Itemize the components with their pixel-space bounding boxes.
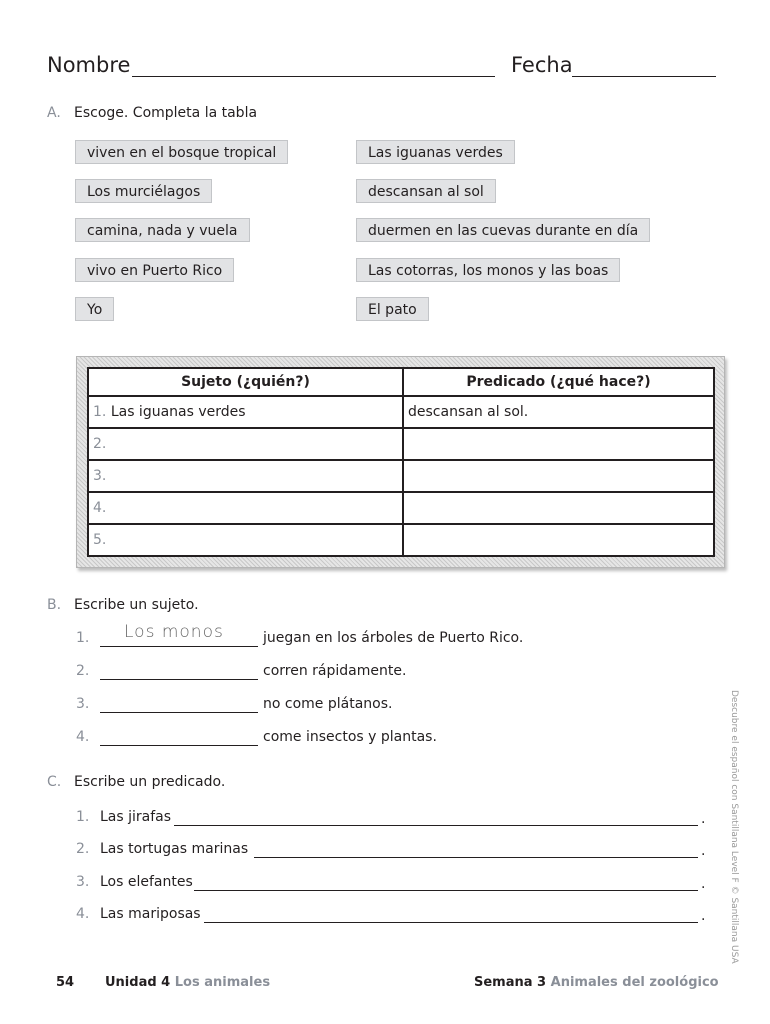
sentence-subject: Las mariposas <box>100 906 201 922</box>
subject-blank[interactable] <box>100 646 258 647</box>
section-c-instruction: Escribe un predicado. <box>74 774 226 790</box>
subject-text: Las iguanas verdes <box>110 404 246 420</box>
col-subject-header: Sujeto (¿quién?) <box>88 368 403 396</box>
table-row <box>88 428 714 460</box>
subject-cell[interactable] <box>88 396 403 428</box>
predicate-cell[interactable] <box>403 460 714 492</box>
side-credit: Descubre el español con Santillana Level F © Santillana USA <box>729 690 739 964</box>
table-row <box>88 460 714 492</box>
date-field[interactable] <box>572 76 716 77</box>
word-chip[interactable]: El pato <box>356 297 429 321</box>
word-chip[interactable]: Las cotorras, los monos y las boas <box>356 258 620 282</box>
sentence-text: juegan en los árboles de Puerto Rico. <box>263 630 524 646</box>
page-number: 54 <box>56 975 75 990</box>
section-c-letter: C. <box>47 774 62 790</box>
sentence-subject: Las tortugas marinas <box>100 841 249 857</box>
subject-blank[interactable] <box>100 712 258 713</box>
predicate-blank[interactable] <box>174 825 698 826</box>
table-row <box>88 492 714 524</box>
row-number: 5. <box>93 532 107 548</box>
item-number: 2. <box>76 841 90 857</box>
predicate-cell[interactable] <box>403 524 714 556</box>
period-mark: . <box>701 908 706 924</box>
section-b-instruction: Escribe un sujeto. <box>74 597 199 613</box>
handwritten-answer: Los monos <box>124 622 224 642</box>
subject-blank[interactable] <box>100 679 258 680</box>
word-chip[interactable]: Los murciélagos <box>75 179 212 203</box>
row-number: 4. <box>93 500 107 516</box>
word-chip[interactable]: camina, nada y vuela <box>75 218 250 242</box>
word-chip[interactable]: duermen en las cuevas durante en día <box>356 218 650 242</box>
unit-label: Unidad 4 <box>105 975 171 990</box>
week-name: Animales del zoológico <box>550 975 719 990</box>
week-label: Semana 3 <box>474 975 547 990</box>
item-number: 3. <box>76 874 90 890</box>
unit-name: Los animales <box>174 975 271 990</box>
predicate-cell[interactable] <box>403 428 714 460</box>
row-number: 3. <box>93 468 107 484</box>
section-b-letter: B. <box>47 597 62 613</box>
word-chip[interactable]: Las iguanas verdes <box>356 140 515 164</box>
section-a-instruction: Escoge. Completa la tabla <box>74 105 258 121</box>
section-a-letter: A. <box>47 105 61 121</box>
table-row <box>88 396 714 428</box>
row-number: 2. <box>93 436 107 452</box>
subject-cell[interactable] <box>88 460 403 492</box>
subject-cell[interactable] <box>88 428 403 460</box>
subject-blank[interactable] <box>100 745 258 746</box>
subject-cell[interactable] <box>88 492 403 524</box>
item-number: 4. <box>76 729 90 745</box>
row-number: 1. <box>93 404 107 420</box>
predicate-blank[interactable] <box>194 890 698 891</box>
sentence-subject: Las jirafas <box>100 809 172 825</box>
predicate-blank[interactable] <box>204 922 698 923</box>
table-row <box>88 524 714 556</box>
item-number: 3. <box>76 696 90 712</box>
sentence-text: corren rápidamente. <box>263 663 407 679</box>
unit-info <box>105 975 270 990</box>
item-number: 4. <box>76 906 90 922</box>
word-chip[interactable]: vivo en Puerto Rico <box>75 258 234 282</box>
sentence-subject: Los elefantes <box>100 874 193 890</box>
predicate-blank[interactable] <box>254 857 698 858</box>
period-mark: . <box>701 811 706 827</box>
sentence-text: come insectos y plantas. <box>263 729 437 745</box>
week-info <box>474 975 719 990</box>
item-number: 2. <box>76 663 90 679</box>
name-field[interactable] <box>132 76 495 77</box>
date-label: Fecha <box>511 53 573 77</box>
period-mark: . <box>701 876 706 892</box>
sentence-text: no come plátanos. <box>263 696 393 712</box>
word-chip[interactable]: descansan al sol <box>356 179 496 203</box>
predicate-cell[interactable]: descansan al sol. <box>403 396 714 428</box>
item-number: 1. <box>76 630 90 646</box>
word-chip[interactable]: Yo <box>75 297 114 321</box>
word-chip[interactable]: viven en el bosque tropical <box>75 140 288 164</box>
answer-table-frame <box>76 356 725 568</box>
col-predicate-header: Predicado (¿qué hace?) <box>403 368 714 396</box>
predicate-cell[interactable] <box>403 492 714 524</box>
period-mark: . <box>701 843 706 859</box>
name-label: Nombre <box>47 53 131 77</box>
item-number: 1. <box>76 809 90 825</box>
subject-cell[interactable] <box>88 524 403 556</box>
answer-table <box>87 367 715 557</box>
